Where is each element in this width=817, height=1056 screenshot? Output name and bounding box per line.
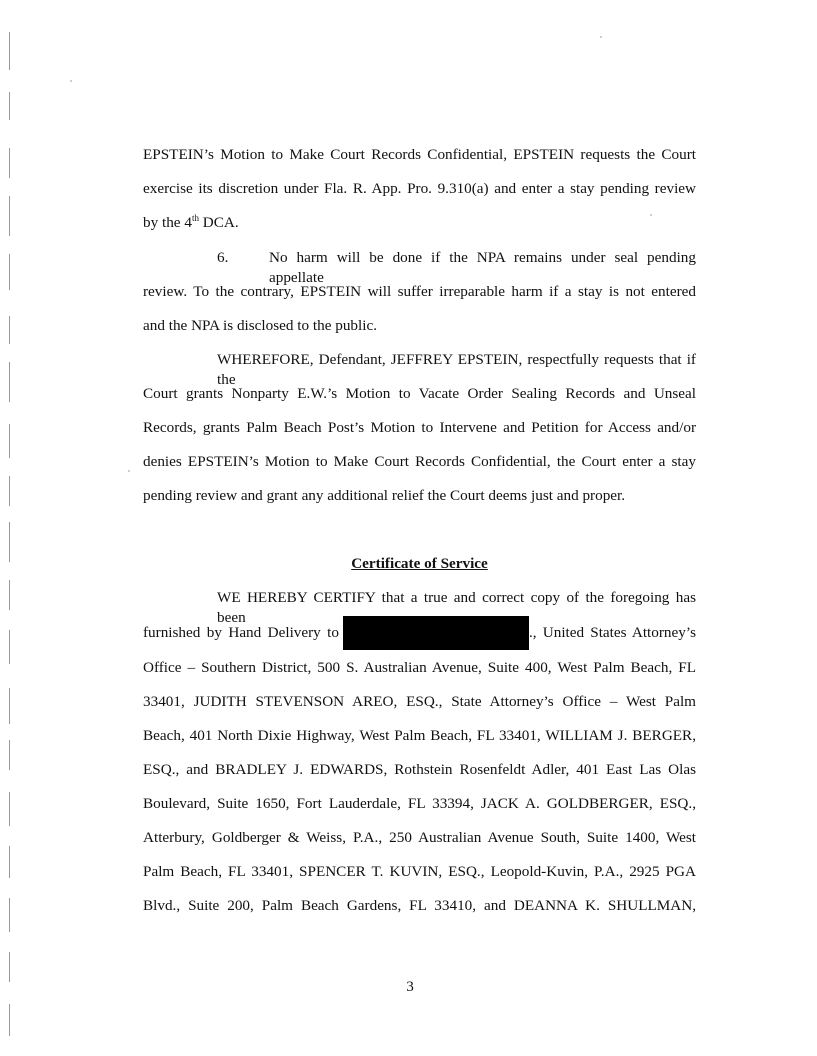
body-text-line: WE HEREBY CERTIFY that a true and correct copy of the foregoing has been bbox=[217, 589, 696, 626]
body-text-line: and the NPA is disclosed to the public. bbox=[143, 317, 377, 334]
body-text-line: review. To the contrary, EPSTEIN will suffer irreparable harm if a stay is not entered bbox=[143, 283, 696, 300]
body-text-line: WHEREFORE, Defendant, JEFFREY EPSTEIN, respectfully requests that if the bbox=[217, 351, 696, 388]
body-text-line: Palm Beach, FL 33401, SPENCER T. KUVIN, ESQ., Leopold-Kuvin, P.A., 2925 PGA bbox=[143, 863, 696, 880]
body-text-line: Boulevard, Suite 1650, Fort Lauderdale, FL 33394, JACK A. GOLDBERGER, ESQ., bbox=[143, 795, 696, 812]
text-fragment: by the 4 bbox=[143, 214, 192, 231]
scan-binding-marks bbox=[0, 0, 24, 1056]
redaction-bar bbox=[343, 616, 529, 650]
body-text-line bbox=[143, 213, 696, 233]
ordinal-superscript: th bbox=[191, 212, 199, 223]
body-text-line: Office – Southern District, 500 S. Australian Avenue, Suite 400, West Palm Beach, FL bbox=[143, 659, 696, 676]
body-text-line: Beach, 401 North Dixie Highway, West Palm Beach, FL 33401, WILLIAM J. BERGER, bbox=[143, 727, 696, 744]
body-text-line: No harm will be done if the NPA remains under seal pending appellate bbox=[269, 249, 696, 286]
scan-speck bbox=[600, 36, 602, 38]
text-fragment: DCA. bbox=[198, 214, 239, 231]
body-text-line: Blvd., Suite 200, Palm Beach Gardens, FL 33410, and DEANNA K. SHULLMAN, bbox=[143, 897, 696, 914]
body-text-line: 33401, JUDITH STEVENSON AREO, ESQ., State Attorney’s Office – West Palm bbox=[143, 693, 696, 710]
body-text-line: Court grants Nonparty E.W.’s Motion to Vacate Order Sealing Records and Unseal bbox=[143, 385, 696, 402]
scan-speck bbox=[128, 470, 130, 472]
paragraph-number: 6. bbox=[217, 249, 229, 266]
body-text-line: pending review and grant any additional relief the Court deems just and proper. bbox=[143, 487, 626, 504]
body-text-line: ESQ., and BRADLEY J. EDWARDS, Rothstein Rosenfeldt Adler, 401 East Las Olas bbox=[143, 761, 696, 778]
section-heading: Certificate of Service bbox=[351, 555, 488, 572]
body-text-line: EPSTEIN’s Motion to Make Court Records Confidential, EPSTEIN requests the Court bbox=[143, 146, 696, 163]
body-text-line: ., United States Attorney’s bbox=[529, 624, 696, 641]
body-text-line: denies EPSTEIN’s Motion to Make Court Records Confidential, the Court enter a stay bbox=[143, 453, 696, 470]
body-text-line: Atterbury, Goldberger & Weiss, P.A., 250 Australian Avenue South, Suite 1400, West bbox=[143, 829, 696, 846]
page-number: 3 bbox=[406, 978, 414, 995]
body-text-line: Records, grants Palm Beach Post’s Motion to Intervene and Petition for Access and/or bbox=[143, 419, 696, 436]
scan-speck bbox=[70, 80, 72, 82]
body-text-line: furnished by Hand Delivery to bbox=[143, 624, 339, 641]
body-text-line: exercise its discretion under Fla. R. App. Pro. 9.310(a) and enter a stay pending review bbox=[143, 180, 696, 197]
